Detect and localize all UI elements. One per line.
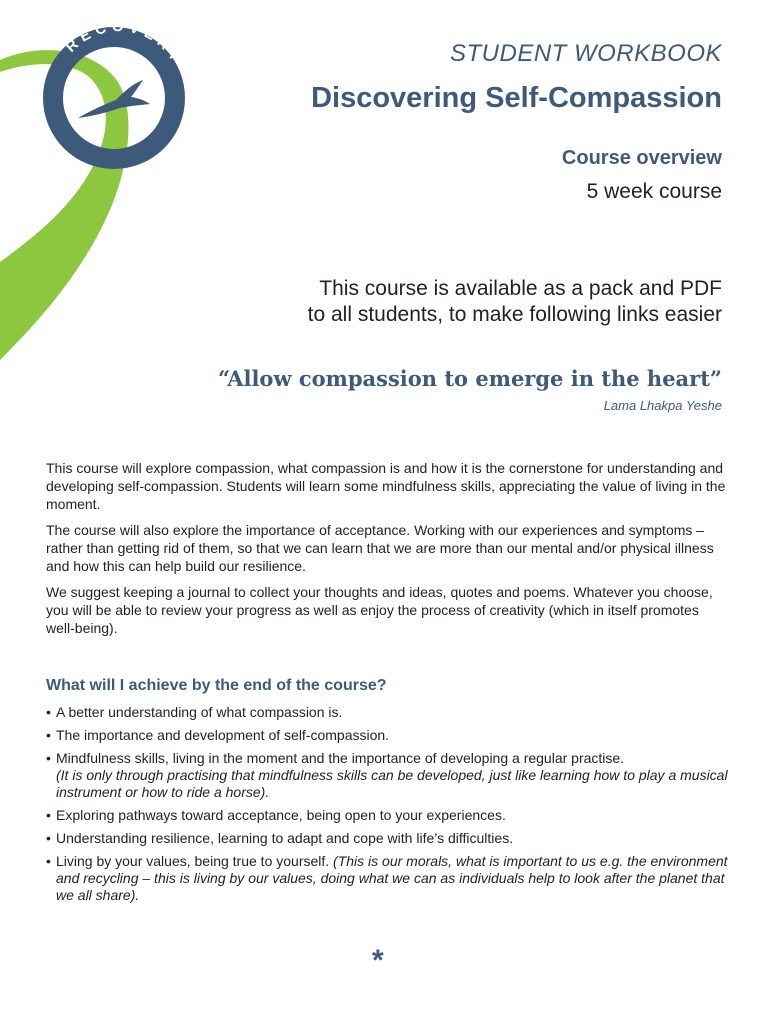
logo-ring-text: RECOVERY	[62, 18, 187, 69]
workbook-kicker: STUDENT WORKBOOK	[449, 40, 722, 67]
intro-paragraph: We suggest keeping a journal to collect your thoughts and ideas, quotes and poems. Whatever you choose, you will be able to review your progress as well as enjoy the process of creativity (which in itself promotes well-being).	[46, 584, 713, 636]
bullet: •	[46, 727, 51, 743]
quote-text: “Allow compassion to emerge in the heart”	[218, 366, 722, 391]
availability-line: to all students, to make following links easier	[307, 303, 722, 326]
list-item	[46, 830, 736, 847]
green-swoosh-shape	[0, 50, 128, 360]
list-item	[46, 727, 736, 744]
availability-notice	[308, 276, 722, 328]
availability-line: This course is available as a pack and PDF	[319, 277, 722, 300]
bullet: •	[46, 830, 51, 846]
list-item	[46, 704, 736, 721]
footer-asterisk: *	[372, 944, 384, 977]
list-item-note: (It is only through practising that mindfulness skills can be developed, just like learning how to play a musical instrument or how to ride a horse).	[56, 767, 728, 800]
list-item	[46, 853, 736, 904]
list-item-text: Mindfulness skills, living in the moment and the importance of developing a regular practise.	[56, 750, 625, 766]
list-item-text: Living by your values, being true to yourself.	[56, 853, 330, 869]
list-item-text: Exploring pathways toward acceptance, being open to your experiences.	[56, 807, 506, 823]
list-item-text: Understanding resilience, learning to adapt and cope with life’s difficulties.	[56, 830, 514, 846]
intro-section	[46, 459, 726, 645]
intro-paragraph: This course will explore compassion, what compassion is and how it is the cornerstone for understanding and developing self-compassion. Students will learn some mindfulness skills, appreciating the value of living in the moment.	[46, 460, 726, 512]
list-item-note: (This is our morals, what is important to us e.g. the environment and recycling – this is living by our values, doing what we can as individuals help to look after the planet that we all share).	[56, 853, 728, 903]
bullet: •	[46, 704, 51, 720]
bullet: •	[46, 853, 51, 869]
quote-author: Lama Lhakpa Yeshe	[603, 398, 722, 413]
achieve-list	[46, 704, 736, 910]
course-overview-heading: Course overview	[561, 147, 722, 169]
list-item	[46, 750, 736, 801]
list-item	[46, 807, 736, 824]
intro-paragraph: The course will also explore the importance of acceptance. Working with our experiences and symptoms – rather than getting rid of them, so that we can learn that we are more than our mental and/or physical illness and how this can help build our resilience.	[46, 522, 714, 574]
bullet: •	[46, 807, 51, 823]
course-duration: 5 week course	[586, 180, 722, 203]
achieve-heading: What will I achieve by the end of the course?	[46, 677, 387, 694]
bullet: •	[46, 750, 51, 766]
list-item-text: The importance and development of self-compassion.	[56, 727, 390, 743]
list-item-text: A better understanding of what compassion is.	[56, 704, 343, 720]
recovery-logo	[0, 0, 200, 370]
page-title: Discovering Self-Compassion	[311, 82, 722, 114]
